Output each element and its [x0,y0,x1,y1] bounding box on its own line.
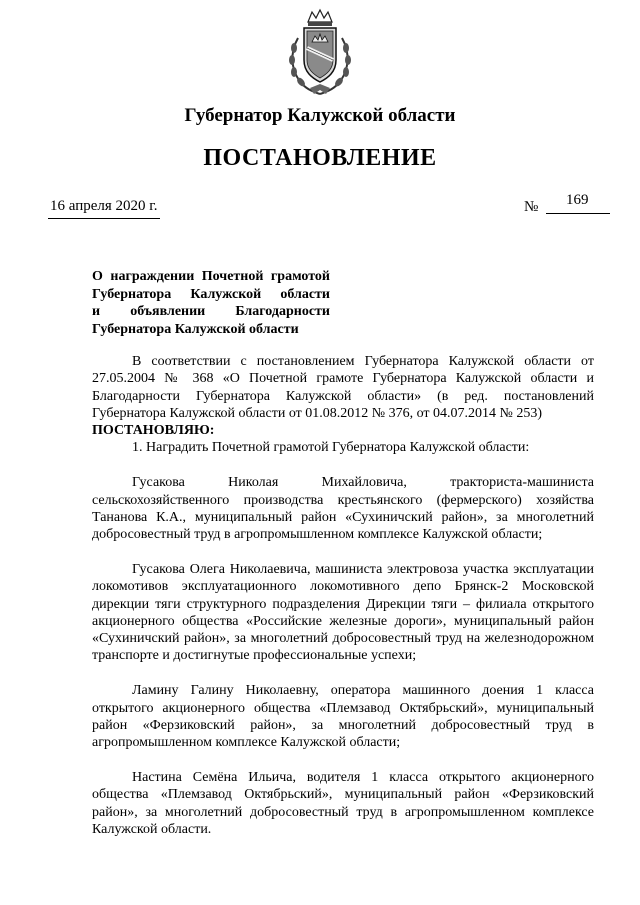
document-subject [92,268,330,338]
awardee-paragraph: Ламину Галину Николаевну, оператора машинного доения 1 класса открытого акционерного общества «Племзавод Октябрьский», муниципальный район «Ферзиковский район», за многолетний добросовестный труд в агропромышленном комплексе Калужской области; [92,683,594,751]
awardee-paragraph: Настина Семёна Ильича, водителя 1 класса открытого акционерного общества «Племзавод Октябрьский», муниципальный район «Ферзиковский район», за многолетний добросовестный труд в агропромышленном комплексе Калужской области. [92,769,594,837]
subject-line: О награждении Почетной грамотой [92,269,330,284]
awardee-paragraph: Гусакова Николая Михайловича, тракториста-машиниста сельскохозяйственного производства крестьянского (фермерского) хозяйства Тананова К.А., муниципальный район «Сухиничский район», за многолетний добросовестный труд в агропромышленном комплексе Калужской области; [92,475,594,543]
subject-line: Губернатора Калужской области [92,286,330,302]
item-1-paragraph: 1. Наградить Почетной грамотой Губернатора Калужской области: [132,440,530,456]
kaluga-region-coat-of-arms-icon [284,8,356,96]
document-number-label: № [524,199,539,215]
subject-line: Губернатора Калужской области [92,321,299,337]
issuing-authority: Губернатор Калужской области [184,105,456,126]
number-underline [546,213,610,214]
decree-keyword: ПОСТАНОВЛЯЮ: [92,423,215,439]
subject-line: и объявлении Благодарности [92,304,330,319]
awardee-paragraph: Гусакова Олега Николаевича, машиниста электровоза участка эксплуатации локомотивов эксплуатационного локомотивного депо Брянск-2 Московской дирекции тяги структурного подразделения Дирекции тяги – филиала открытого акционерного общества «Российские железные дороги», муниципальный район «Сухиничский район», за многолетний добросовестный труд на железнодорожном транспорте и достигнутые профессиональные успехи; [92,561,594,664]
document-date: 16 апреля 2020 г. [50,198,158,214]
preamble-paragraph: В соответствии с постановлением Губернатора Калужской области от 27.05.2004 № 368 «О Почетной грамоте Губернатора Калужской области и Благодарности Губернатора Калужской области» (в ред. постановлений Губернатора Калужской области от 01.08.2012 № 376, от 04.07.2014 № 253) [92,354,594,421]
date-underline [48,218,160,219]
document-number: 169 [566,192,589,208]
document-type-title: ПОСТАНОВЛЕНИЕ [203,145,437,171]
document-body [92,353,594,838]
